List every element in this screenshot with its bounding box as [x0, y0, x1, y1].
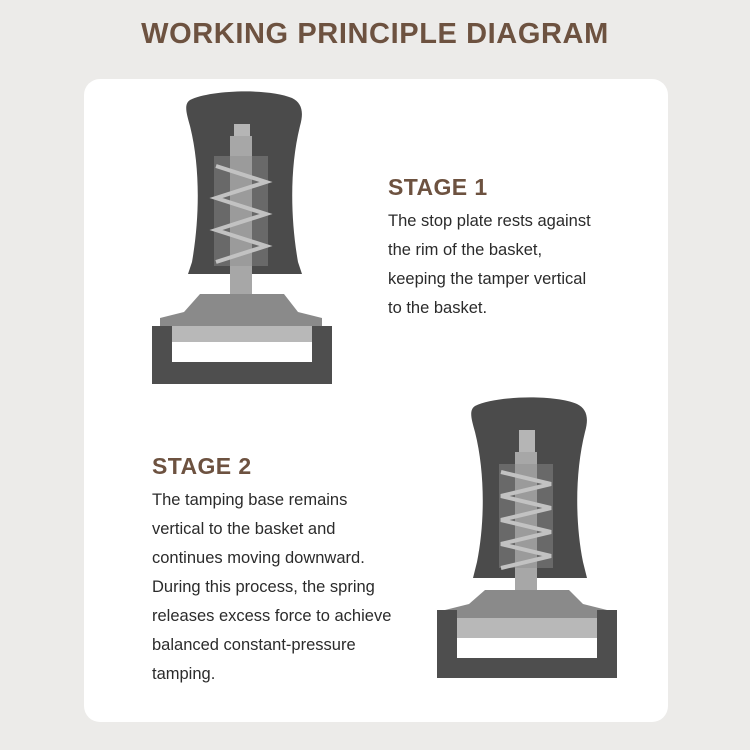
stage1-heading: STAGE 1: [388, 174, 488, 200]
stage1-tamper-illustration: [152, 86, 332, 386]
stage2-heading: STAGE 2: [152, 453, 252, 479]
tamping-base: [172, 326, 312, 342]
stage2-description: The tamping base remains vertical to the basket and continues moving downward. During this process, the spring releases excess force to achieve balanced constant-pressure tamping.: [152, 491, 392, 683]
stop-plate: [445, 590, 607, 618]
tamping-base: [457, 618, 597, 638]
page-title: WORKING PRINCIPLE DIAGRAM: [141, 18, 609, 50]
stage1-description: The stop plate rests against the rim of the basket, keeping the tamper vertical to the basket.: [388, 212, 591, 317]
stage2-tamper-illustration: [437, 392, 617, 680]
stop-plate: [160, 294, 322, 326]
